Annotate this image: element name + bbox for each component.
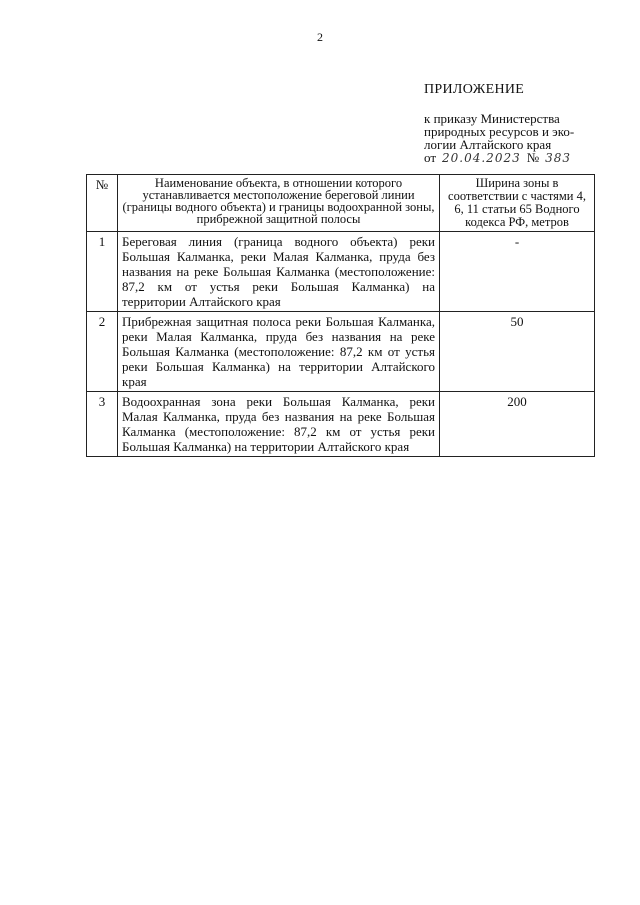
number-prefix: №	[526, 150, 540, 165]
row-zone-width: -	[440, 232, 595, 312]
order-reference	[424, 112, 591, 165]
header-num: №	[87, 175, 118, 232]
table-row	[87, 312, 595, 392]
zones-table	[86, 174, 595, 457]
order-line: логии Алтайского края	[424, 137, 552, 152]
table-header-row	[87, 175, 595, 232]
table-row	[87, 392, 595, 457]
date-prefix: от	[424, 150, 437, 165]
row-num: 3	[87, 392, 118, 457]
row-zone-width: 200	[440, 392, 595, 457]
order-number: 383	[545, 151, 572, 165]
appendix-title: ПРИЛОЖЕНИЕ	[424, 82, 525, 97]
row-object-name: Водоохранная зона реки Большая Калманка, реки Малая Калманка, пруда без названия на реке Большая Калманка (местоположение: 87,2 км от устья реки Большая Калманка) на территории Алтайского края	[118, 392, 440, 457]
order-line: к приказу Министерства	[424, 111, 560, 126]
order-date: 20.04.2023	[442, 151, 521, 165]
row-num: 1	[87, 232, 118, 312]
row-num: 2	[87, 312, 118, 392]
order-line: природных ресурсов и эко-	[424, 124, 575, 139]
table-row	[87, 232, 595, 312]
row-object-name: Прибрежная защитная полоса реки Большая Калманка, реки Малая Калманка, пруда без названия на реке Большая Калманка (местоположение: 87,2 км от устья реки Большая Калманка) на территории Алтайского края	[118, 312, 440, 392]
row-zone-width: 50	[440, 312, 595, 392]
order-date-number	[424, 151, 591, 165]
header-object-name: Наименование объекта, в отношении которого устанавливается местоположение береговой линии (границы водного объекта) и границы водоохранной зоны, прибрежной защитной полосы	[118, 175, 440, 232]
page-number: 2	[317, 30, 323, 44]
row-object-name: Береговая линия (граница водного объекта) реки Большая Калманка, реки Малая Калманка, пруда без названия на реке Большая Калманка (местоположение: 87,2 км от устья реки Большая Калманка) на территории Алтайского края	[118, 232, 440, 312]
header-zone-width: Ширина зоны в соответствии с частями 4, 6, 11 статьи 65 Водного кодекса РФ, метров	[440, 175, 595, 232]
